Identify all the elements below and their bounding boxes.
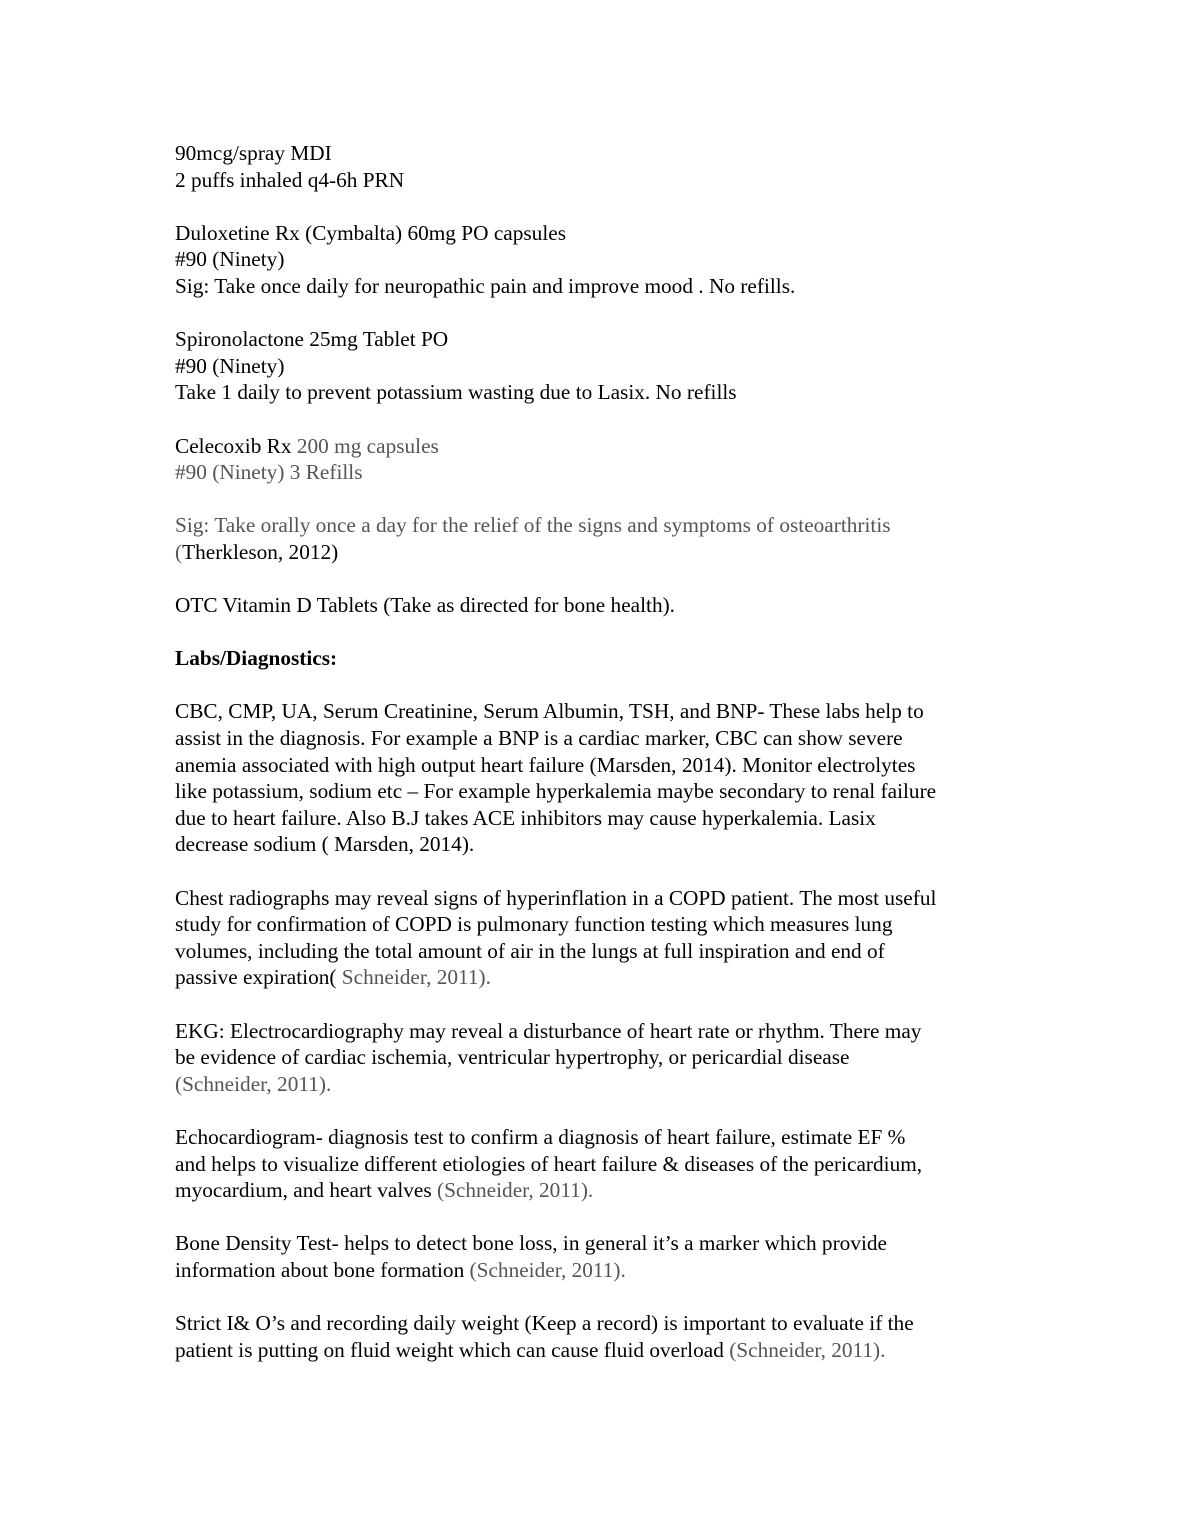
- bone-density-paragraph: [175, 1230, 1025, 1283]
- spironolactone-name: Spironolactone 25mg Tablet PO: [175, 327, 449, 352]
- labs-line-6: decrease sodium ( Marsden, 2014).: [175, 832, 475, 857]
- labs-line-3: anemia associated with high output heart failure (Marsden, 2014). Monitor electrolytes: [175, 752, 916, 777]
- duloxetine-qty: #90 (Ninety): [175, 247, 285, 272]
- chest-line-1: Chest radiographs may reveal signs of hyperinflation in a COPD patient. The most useful: [175, 885, 937, 910]
- spironolactone-entry: [175, 326, 1025, 406]
- io-citation: (Schneider, 2011).: [729, 1337, 886, 1362]
- labs-line-5: due to heart failure. Also B.J takes ACE inhibitors may cause hyperkalemia. Lasix: [175, 805, 876, 830]
- duloxetine-name: Duloxetine Rx (Cymbalta) 60mg PO capsules: [175, 220, 566, 245]
- bone-line-2-text: information about bone formation: [175, 1257, 470, 1282]
- celecoxib-qty: #90 (Ninety) 3 Refills: [175, 460, 363, 485]
- chest-line-4-text: passive expiration(: [175, 965, 337, 990]
- albuterol-dose: 90mcg/spray MDI: [175, 141, 332, 165]
- echo-citation: (Schneider, 2011).: [436, 1178, 594, 1203]
- ekg-line-2: be evidence of cardiac ischemia, ventricular hypertrophy, or pericardial disease: [175, 1045, 850, 1070]
- chest-line-2: study for confirmation of COPD is pulmonary function testing which measures lung: [175, 912, 893, 937]
- celecoxib-entry: [175, 433, 1025, 566]
- duloxetine-entry: [175, 220, 1025, 300]
- echo-line-2: and helps to visualize different etiologies of heart failure & diseases of the pericardium,: [175, 1151, 923, 1176]
- io-line-2: [175, 1337, 1025, 1364]
- chest-line-4: [175, 964, 1025, 991]
- celecoxib-name: Celecoxib Rx: [175, 433, 292, 458]
- celecoxib-citation: Therkleson, 2012): [182, 539, 339, 564]
- albuterol-entry: [175, 140, 1025, 193]
- echo-line-3: [175, 1177, 1025, 1204]
- celecoxib-citation-line: [175, 539, 1025, 566]
- chest-citation: Schneider, 2011).: [336, 965, 491, 990]
- bone-line-2: [175, 1257, 1025, 1284]
- ekg-paragraph: [175, 1018, 1025, 1098]
- echo-line-3-text: myocardium, and heart valves: [175, 1178, 437, 1203]
- echo-line-1: Echocardiogram- diagnosis test to confirm a diagnosis of heart failure, estimate EF %: [175, 1124, 906, 1149]
- io-line-1: Strict I& O’s and recording daily weight (Keep a record) is important to evaluate if the: [175, 1311, 914, 1336]
- vitamin-d-entry: OTC Vitamin D Tablets (Take as directed for bone health).: [175, 593, 676, 618]
- celecoxib-dose: 200 mg capsules: [291, 433, 439, 458]
- ekg-line-1: EKG: Electrocardiography may reveal a disturbance of heart rate or rhythm. There may: [175, 1018, 922, 1043]
- io-line-2-text: patient is putting on fluid weight which can cause fluid overload: [175, 1337, 730, 1362]
- bone-line-1: Bone Density Test- helps to detect bone loss, in general it’s a marker which provide: [175, 1231, 887, 1256]
- labs-line-4: like potassium, sodium etc – For example hyperkalemia maybe secondary to renal failure: [175, 779, 937, 804]
- spironolactone-qty: #90 (Ninety): [175, 353, 285, 378]
- celecoxib-sig: Sig: Take orally once a day for the relief of the signs and symptoms of osteoarthritis: [175, 513, 891, 538]
- albuterol-sig: 2 puffs inhaled q4-6h PRN: [175, 167, 405, 192]
- ekg-citation: (Schneider, 2011).: [175, 1071, 332, 1096]
- labs-line-2: assist in the diagnosis. For example a BNP is a cardiac marker, CBC can show severe: [175, 726, 903, 751]
- intake-output-paragraph: [175, 1310, 1025, 1363]
- echocardiogram-paragraph: [175, 1124, 1025, 1204]
- labs-heading: Labs/Diagnostics:: [175, 646, 338, 671]
- duloxetine-sig: Sig: Take once daily for neuropathic pain and improve mood . No refills.: [175, 273, 796, 298]
- labs-paragraph: [175, 698, 1025, 858]
- chest-radiograph-paragraph: [175, 885, 1025, 991]
- chest-line-3: volumes, including the total amount of air in the lungs at full inspiration and end of: [175, 938, 885, 963]
- bone-citation: (Schneider, 2011).: [469, 1257, 626, 1282]
- celecoxib-citation-open: (: [175, 539, 183, 564]
- spironolactone-sig: Take 1 daily to prevent potassium wasting due to Lasix. No refills: [175, 380, 737, 405]
- celecoxib-name-line: [175, 433, 1025, 460]
- labs-line-1: CBC, CMP, UA, Serum Creatinine, Serum Albumin, TSH, and BNP- These labs help to: [175, 699, 924, 724]
- document-page: [175, 140, 1025, 1363]
